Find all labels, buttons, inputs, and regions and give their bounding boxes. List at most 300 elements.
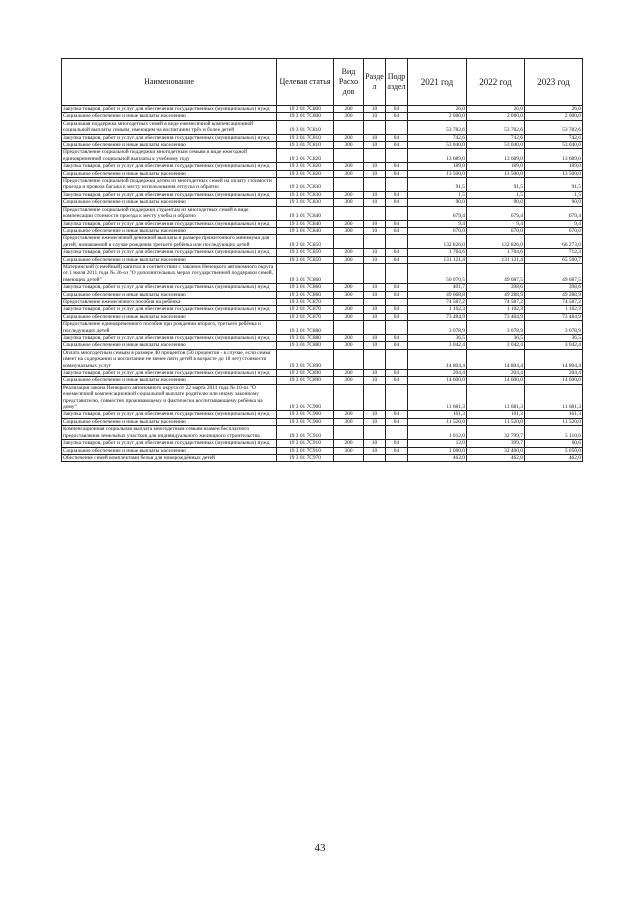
table-row [62, 349, 583, 369]
row-target-article: 19 3 01 7С830 [277, 191, 334, 198]
row-expense-type [334, 235, 364, 249]
row-section: 10 [364, 377, 386, 384]
row-amount-2021: 3 042,4 [408, 342, 467, 349]
row-amount-2023: 14 600,0 [525, 377, 583, 384]
row-target-article: 19 3 01 7С830 [277, 199, 334, 206]
table-row [62, 418, 583, 425]
row-subsection: 04 [386, 256, 408, 263]
row-target-article: 19 3 01 7С910 [277, 440, 334, 447]
row-amount-2022: 32 400,0 [467, 447, 525, 454]
row-section: 10 [364, 113, 386, 120]
row-target-article: 19 3 01 7С830 [277, 178, 334, 192]
table-header [62, 59, 583, 106]
row-target-article: 19 3 01 7С820 [277, 163, 334, 170]
row-amount-2023: 73 484,9 [525, 313, 583, 320]
row-amount-2023: 65 560,7 [525, 256, 583, 263]
row-subsection: 04 [386, 447, 408, 454]
row-target-article: 19 3 01 7С890 [277, 349, 334, 369]
table-row [62, 384, 583, 411]
row-section [364, 321, 386, 335]
row-target-article: 19 3 01 7С860 [277, 291, 334, 298]
row-subsection: 04 [386, 377, 408, 384]
row-expense-type: 200 [334, 370, 364, 377]
row-name: Социальная поддержка многодетных семей в виде ежемесячной компенсационной социальной выплаты семьям, имеющим на воспитании трёх и более детей [62, 120, 277, 134]
row-subsection [386, 120, 408, 134]
row-amount-2023: 670,0 [525, 227, 583, 234]
row-subsection: 04 [386, 163, 408, 170]
row-amount-2023: 60,6 [525, 440, 583, 447]
row-amount-2022: 399,7 [467, 440, 525, 447]
row-amount-2021: 742,6 [408, 134, 467, 141]
row-subsection: 04 [386, 291, 408, 298]
row-target-article: 19 3 01 7С840 [277, 220, 334, 227]
row-amount-2021: 11 520,0 [408, 418, 467, 425]
row-expense-type: 300 [334, 113, 364, 120]
row-amount-2023: 11 520,0 [525, 418, 583, 425]
row-name: Закупка товаров, работ и услуг для обеспечения государственных (муниципальных) нужд [62, 370, 277, 377]
row-subsection: 04 [386, 342, 408, 349]
row-expense-type [334, 321, 364, 335]
row-subsection: 04 [386, 249, 408, 256]
row-amount-2022: 13 500,0 [467, 170, 525, 177]
row-amount-2023: 189,0 [525, 163, 583, 170]
header-section: Разде л [364, 59, 386, 106]
row-amount-2021: 670,0 [408, 227, 467, 234]
row-target-article: 19 3 01 7С900 [277, 384, 334, 411]
row-subsection: 04 [386, 106, 408, 113]
row-target-article: 19 3 01 7С870 [277, 298, 334, 305]
table-row [62, 298, 583, 305]
table-row [62, 134, 583, 141]
row-subsection: 04 [386, 113, 408, 120]
row-subsection: 04 [386, 227, 408, 234]
row-amount-2021: 26,0 [408, 106, 467, 113]
row-section [364, 263, 386, 283]
header-name: Наименование [62, 59, 277, 106]
row-section: 10 [364, 249, 386, 256]
row-amount-2023: 53 040,0 [525, 142, 583, 149]
row-amount-2022: 49 288,9 [467, 291, 525, 298]
row-section: 10 [364, 163, 386, 170]
row-name: Закупка товаров, работ и услуг для обеспечения государственных (муниципальных) нужд [62, 134, 277, 141]
row-expense-type [334, 349, 364, 369]
table-row [62, 142, 583, 149]
row-expense-type [334, 454, 364, 461]
row-amount-2023: 90,0 [525, 199, 583, 206]
row-target-article: 19 3 01 7С810 [277, 134, 334, 141]
row-target-article: 19 3 01 7С800 [277, 106, 334, 113]
row-subsection: 04 [386, 440, 408, 447]
row-name: Предоставление ежемесячного пособия на ребёнка [62, 298, 277, 305]
row-name: Оплата многодетным семьям в размере 40 процентов (50 процентов - в случае, если семья имеет на содержании и воспитании не менее пяти детей в возрасте до 18 лет) стоимости коммунальных услуг [62, 349, 277, 369]
row-expense-type [334, 426, 364, 440]
table-row [62, 235, 583, 249]
row-amount-2022: 73 484,9 [467, 313, 525, 320]
row-target-article: 19 3 01 7С810 [277, 142, 334, 149]
row-section: 10 [364, 220, 386, 227]
row-expense-type: 200 [334, 163, 364, 170]
row-amount-2023: 91,5 [525, 178, 583, 192]
row-name: Социальное обеспечение и иные выплаты населению [62, 256, 277, 263]
table-row [62, 447, 583, 454]
row-expense-type: 300 [334, 199, 364, 206]
row-amount-2021: 50 070,5 [408, 263, 467, 283]
row-section: 10 [364, 284, 386, 291]
row-section: 10 [364, 134, 386, 141]
row-section: 10 [364, 418, 386, 425]
table-row [62, 149, 583, 163]
table-row [62, 178, 583, 192]
row-expense-type: 200 [334, 249, 364, 256]
row-name: Предоставление социальной поддержки детям из многодетных семей на оплату стоимости проезда и провоза багажа к месту использования отпуска и обратно [62, 178, 277, 192]
row-subsection: 04 [386, 284, 408, 291]
row-section [364, 298, 386, 305]
row-expense-type [334, 178, 364, 192]
row-amount-2021: 131 121,4 [408, 256, 467, 263]
table-row [62, 170, 583, 177]
row-expense-type [334, 149, 364, 163]
row-target-article: 19 3 01 7С820 [277, 170, 334, 177]
row-amount-2021: 14 804,4 [408, 349, 467, 369]
row-subsection: 04 [386, 306, 408, 313]
row-section: 10 [364, 447, 386, 454]
row-subsection: 04 [386, 313, 408, 320]
table-row [62, 220, 583, 227]
row-expense-type: 300 [334, 418, 364, 425]
row-expense-type: 200 [334, 440, 364, 447]
row-name: Закупка товаров, работ и услуг для обеспечения государственных (муниципальных) нужд [62, 284, 277, 291]
row-section: 10 [364, 342, 386, 349]
row-amount-2021: 13 500,0 [408, 170, 467, 177]
row-amount-2022: 398,6 [467, 284, 525, 291]
row-name: Закупка товаров, работ и услуг для обеспечения государственных (муниципальных) нужд [62, 440, 277, 447]
row-expense-type: 200 [334, 220, 364, 227]
row-name: Закупка товаров, работ и услуг для обеспечения государственных (муниципальных) нужд [62, 411, 277, 418]
table-row [62, 321, 583, 335]
table-row [62, 199, 583, 206]
row-amount-2023: 5 110,6 [525, 426, 583, 440]
row-subsection [386, 298, 408, 305]
row-name: Предоставление единовременного пособия при рождении второго, третьего ребёнка и последующих детей [62, 321, 277, 335]
row-amount-2023: 49 288,9 [525, 291, 583, 298]
row-name: Предоставление социальной поддержки многодетным семьям в виде ежегодной единовременной социальной выплаты к учебному году [62, 149, 277, 163]
row-amount-2022: 53 040,0 [467, 142, 525, 149]
row-amount-2023: 161,3 [525, 411, 583, 418]
row-target-article: 19 3 01 7С870 [277, 313, 334, 320]
row-subsection [386, 178, 408, 192]
row-expense-type: 200 [334, 284, 364, 291]
row-amount-2021: 2 000,0 [408, 113, 467, 120]
row-amount-2022: 2 000,0 [467, 113, 525, 120]
row-amount-2022: 53 782,6 [467, 120, 525, 134]
row-expense-type: 200 [334, 335, 364, 342]
row-amount-2021: 1 000,0 [408, 447, 467, 454]
table-row [62, 206, 583, 220]
row-target-article: 19 3 01 7С970 [277, 454, 334, 461]
row-expense-type: 200 [334, 411, 364, 418]
row-subsection [386, 206, 408, 220]
row-amount-2022: 1 704,6 [467, 249, 525, 256]
row-name: Обеспечение семей комплектами белья для новорождённых детей [62, 454, 277, 461]
row-expense-type: 300 [334, 447, 364, 454]
row-name: Социальное обеспечение и иные выплаты населению [62, 342, 277, 349]
row-subsection: 04 [386, 220, 408, 227]
row-amount-2022: 9,4 [467, 220, 525, 227]
table-row [62, 263, 583, 283]
row-expense-type [334, 120, 364, 134]
row-target-article: 19 3 01 7С840 [277, 227, 334, 234]
row-section: 10 [364, 306, 386, 313]
row-amount-2021: 73 484,9 [408, 313, 467, 320]
row-expense-type: 200 [334, 106, 364, 113]
row-amount-2021: 132 826,0 [408, 235, 467, 249]
row-target-article: 19 3 01 7С820 [277, 149, 334, 163]
row-name: Социальное обеспечение и иные выплаты населению [62, 170, 277, 177]
row-section: 10 [364, 335, 386, 342]
table-row [62, 306, 583, 313]
row-name: Закупка товаров, работ и услуг для обеспечения государственных (муниципальных) нужд [62, 220, 277, 227]
table-row [62, 256, 583, 263]
table-row [62, 454, 583, 461]
row-amount-2021: 11 681,3 [408, 384, 467, 411]
table-row [62, 163, 583, 170]
row-expense-type [334, 384, 364, 411]
row-amount-2021: 204,4 [408, 370, 467, 377]
row-amount-2022: 3 042,4 [467, 342, 525, 349]
row-amount-2022: 462,0 [467, 454, 525, 461]
row-amount-2023: 13 500,0 [525, 170, 583, 177]
table-row [62, 335, 583, 342]
row-expense-type: 300 [334, 227, 364, 234]
row-expense-type [334, 206, 364, 220]
header-year-2022: 2022 год [467, 59, 525, 106]
row-subsection: 04 [386, 411, 408, 418]
table-row [62, 227, 583, 234]
row-amount-2023: 1,5 [525, 191, 583, 198]
row-section [364, 454, 386, 461]
row-amount-2023: 66 273,0 [525, 235, 583, 249]
row-section [364, 235, 386, 249]
row-amount-2022: 14 600,0 [467, 377, 525, 384]
row-target-article: 19 3 01 7С870 [277, 306, 334, 313]
row-expense-type: 300 [334, 291, 364, 298]
row-name: Компенсационная социальная выплата многодетным семьям взамен бесплатного предоставления земельных участков для индивидуального жилищного строительства [62, 426, 277, 440]
row-subsection: 04 [386, 418, 408, 425]
row-target-article: 19 3 01 7С810 [277, 120, 334, 134]
row-section [364, 178, 386, 192]
row-amount-2022: 49 687,5 [467, 263, 525, 283]
row-section: 10 [364, 106, 386, 113]
header-expense-type: Вид Расхо дов [334, 59, 364, 106]
row-amount-2022: 26,0 [467, 106, 525, 113]
row-name: Предоставление социальной поддержки студентам из многодетных семей в виде компенсации стоимости проезда к месту учебы и обратно [62, 206, 277, 220]
row-amount-2022: 36,5 [467, 335, 525, 342]
table-row [62, 440, 583, 447]
table-body [62, 106, 583, 462]
row-amount-2022: 679,4 [467, 206, 525, 220]
row-subsection: 04 [386, 142, 408, 149]
row-amount-2023: 11 681,3 [525, 384, 583, 411]
row-amount-2022: 13 689,0 [467, 149, 525, 163]
row-target-article: 19 3 01 7С850 [277, 235, 334, 249]
row-amount-2022: 32 799,7 [467, 426, 525, 440]
row-amount-2023: 1 102,3 [525, 306, 583, 313]
row-expense-type: 300 [334, 377, 364, 384]
row-subsection [386, 321, 408, 335]
row-amount-2022: 74 587,2 [467, 298, 525, 305]
row-amount-2022: 14 804,4 [467, 349, 525, 369]
row-section: 10 [364, 227, 386, 234]
row-expense-type [334, 263, 364, 283]
row-target-article: 19 3 01 7С880 [277, 321, 334, 335]
row-amount-2023: 53 782,6 [525, 120, 583, 134]
row-amount-2022: 3 078,9 [467, 321, 525, 335]
row-name: Закупка товаров, работ и услуг для обеспечения государственных (муниципальных) нужд [62, 163, 277, 170]
row-amount-2021: 13 689,0 [408, 149, 467, 163]
row-expense-type: 200 [334, 134, 364, 141]
table-row [62, 249, 583, 256]
row-name: Социальное обеспечение и иные выплаты населению [62, 418, 277, 425]
row-target-article: 19 3 01 7С880 [277, 335, 334, 342]
row-target-article: 19 3 01 7С890 [277, 370, 334, 377]
row-expense-type: 300 [334, 256, 364, 263]
row-target-article: 19 3 01 7С800 [277, 113, 334, 120]
row-target-article: 19 3 01 7С910 [277, 447, 334, 454]
row-amount-2022: 132 826,0 [467, 235, 525, 249]
row-amount-2021: 49 668,8 [408, 291, 467, 298]
row-name: Предоставление ежемесячной денежной выплаты в размере прожиточного минимума для детей, назначаемой в случае рождения третьего ребёнка или последующих детей [62, 235, 277, 249]
row-name: Социальное обеспечение и иные выплаты населению [62, 291, 277, 298]
row-section: 10 [364, 313, 386, 320]
row-amount-2021: 1 704,6 [408, 249, 467, 256]
row-amount-2021: 36,5 [408, 335, 467, 342]
row-amount-2022: 1,5 [467, 191, 525, 198]
row-section: 10 [364, 291, 386, 298]
row-amount-2022: 90,0 [467, 199, 525, 206]
row-target-article: 19 3 01 7С900 [277, 418, 334, 425]
row-amount-2021: 401,7 [408, 284, 467, 291]
header-target-article: Целевая статья [277, 59, 334, 106]
row-amount-2021: 1,5 [408, 191, 467, 198]
row-subsection [386, 384, 408, 411]
row-amount-2023: 49 687,5 [525, 263, 583, 283]
row-amount-2021: 91,5 [408, 178, 467, 192]
row-section: 10 [364, 191, 386, 198]
row-amount-2021: 462,0 [408, 454, 467, 461]
row-subsection: 04 [386, 170, 408, 177]
row-name: Материнский (семейный) капитал в соответствии с законом Ненецкого автономного округа от 1 июля 2011 года № 36-оз "О дополнительных мерах государственной поддержки семей, имеющих детей" [62, 263, 277, 283]
row-amount-2022: 11 681,3 [467, 384, 525, 411]
row-name: Закупка товаров, работ и услуг для обеспечения государственных (муниципальных) нужд [62, 106, 277, 113]
table-row [62, 291, 583, 298]
row-amount-2023: 462,0 [525, 454, 583, 461]
row-section: 10 [364, 199, 386, 206]
row-target-article: 19 3 01 7С850 [277, 249, 334, 256]
row-amount-2023: 14 804,4 [525, 349, 583, 369]
header-subsection: Подр аздел [386, 59, 408, 106]
row-subsection: 04 [386, 134, 408, 141]
row-section [364, 349, 386, 369]
row-subsection: 04 [386, 335, 408, 342]
table-row [62, 191, 583, 198]
row-name: Социальное обеспечение и иные выплаты населению [62, 113, 277, 120]
row-section: 10 [364, 440, 386, 447]
row-amount-2023: 3 042,4 [525, 342, 583, 349]
row-expense-type: 200 [334, 306, 364, 313]
row-amount-2022: 189,0 [467, 163, 525, 170]
row-section [364, 206, 386, 220]
row-name: Социальное обеспечение и иные выплаты населению [62, 313, 277, 320]
row-section: 10 [364, 411, 386, 418]
row-subsection: 04 [386, 191, 408, 198]
row-target-article: 19 3 01 7С900 [277, 411, 334, 418]
row-amount-2023: 74 587,2 [525, 298, 583, 305]
row-subsection [386, 149, 408, 163]
row-target-article: 19 3 01 7С850 [277, 256, 334, 263]
row-amount-2021: 90,0 [408, 199, 467, 206]
row-expense-type: 300 [334, 142, 364, 149]
row-amount-2023: 398,6 [525, 284, 583, 291]
row-amount-2023: 36,5 [525, 335, 583, 342]
row-amount-2021: 3 078,9 [408, 321, 467, 335]
row-expense-type: 300 [334, 313, 364, 320]
row-name: Закупка товаров, работ и услуг для обеспечения государственных (муниципальных) нужд [62, 335, 277, 342]
row-name: Закупка товаров, работ и услуг для обеспечения государственных (муниципальных) нужд [62, 306, 277, 313]
row-expense-type: 200 [334, 191, 364, 198]
row-section [364, 149, 386, 163]
row-amount-2023: 13 689,0 [525, 149, 583, 163]
table-row [62, 377, 583, 384]
row-amount-2021: 9,4 [408, 220, 467, 227]
row-section: 10 [364, 142, 386, 149]
row-amount-2023: 5 050,0 [525, 447, 583, 454]
row-amount-2023: 9,4 [525, 220, 583, 227]
row-target-article: 19 3 01 7С860 [277, 284, 334, 291]
row-subsection: 04 [386, 199, 408, 206]
row-amount-2022: 204,4 [467, 370, 525, 377]
row-section: 10 [364, 370, 386, 377]
row-amount-2022: 742,6 [467, 134, 525, 141]
row-amount-2022: 131 121,4 [467, 256, 525, 263]
row-amount-2022: 670,0 [467, 227, 525, 234]
row-subsection [386, 426, 408, 440]
table-row [62, 426, 583, 440]
row-amount-2021: 679,4 [408, 206, 467, 220]
row-amount-2022: 91,5 [467, 178, 525, 192]
row-section [364, 384, 386, 411]
row-subsection: 04 [386, 370, 408, 377]
row-name: Реализация закона Ненецкого автономного округа от 22 марта 2011 года № 10-оз "О ежемесячной компенсационной социальной выплате родителю или иному законному представителю, совместно проживающему и фактически воспитывающему ребёнка на дому" [62, 384, 277, 411]
row-amount-2021: 14 600,0 [408, 377, 467, 384]
table-row [62, 113, 583, 120]
table-row [62, 284, 583, 291]
row-amount-2023: 679,4 [525, 206, 583, 220]
row-expense-type: 300 [334, 342, 364, 349]
row-target-article: 19 3 01 7С840 [277, 206, 334, 220]
row-amount-2021: 189,0 [408, 163, 467, 170]
row-amount-2021: 1 102,3 [408, 306, 467, 313]
row-amount-2021: 12,0 [408, 440, 467, 447]
row-section: 10 [364, 256, 386, 263]
row-target-article: 19 3 01 7С880 [277, 342, 334, 349]
budget-table [61, 58, 583, 462]
row-amount-2022: 1 102,3 [467, 306, 525, 313]
row-amount-2023: 26,0 [525, 106, 583, 113]
row-amount-2023: 742,6 [525, 134, 583, 141]
row-amount-2023: 2 000,0 [525, 113, 583, 120]
row-name: Социальное обеспечение и иные выплаты населению [62, 142, 277, 149]
row-amount-2021: 1 012,0 [408, 426, 467, 440]
